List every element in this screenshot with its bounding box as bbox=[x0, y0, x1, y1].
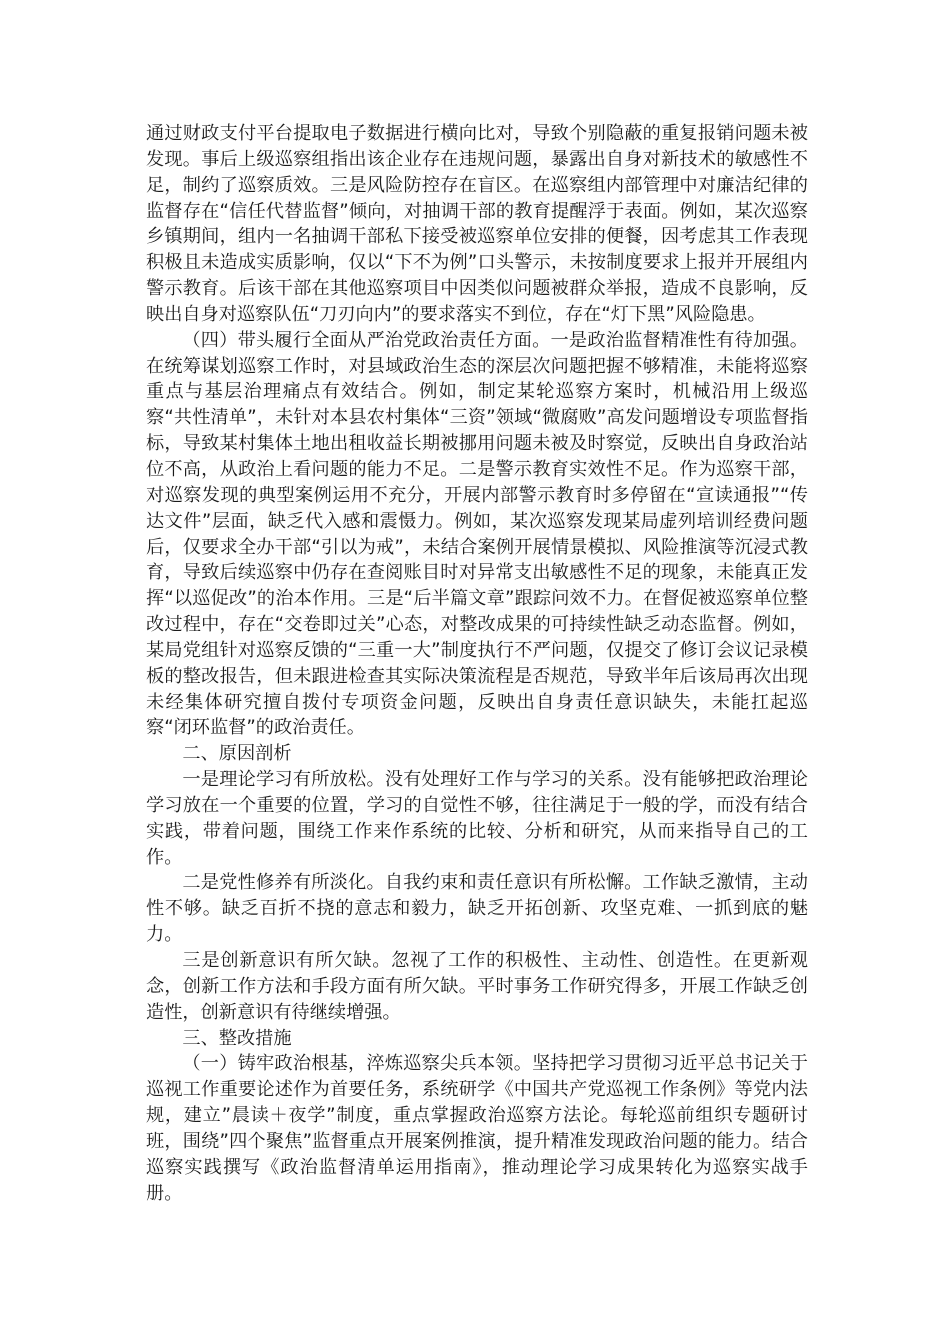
heading-rectification-measures: 三、整改措施 bbox=[182, 1027, 292, 1049]
paragraph-cause-one: 一是理论学习有所放松。没有处理好工作与学习的关系。没有能够把政治理论学习放在一个重要的位置，学习的自觉性不够，往往满足于一般的学，而没有结合实践，带着问题，围绕工作来作系统的比较、分析和研究，从而来指导自己的工作。 bbox=[146, 769, 808, 868]
paragraph-cause-three: 三是创新意识有所欠缺。忽视了工作的积极性、主动性、创造性。在更新观念，创新工作方法和手段方面有所欠缺。平时事务工作研究得多，开展工作缺乏创造性，创新意识有待继续增强。 bbox=[146, 950, 808, 1023]
paragraph-measure-one: （一）铸牢政治根基，淬炼巡察尖兵本领。坚持把学习贯彻习近平总书记关于巡视工作重要论述作为首要任务，系统研学《中国共产党巡视工作条例》等党内法规，建立”晨读＋夜学”制度，重点掌握政治巡察方法论。每轮巡前组织专题研讨班，围绕”四个聚焦”监督重点开展案例推演，提升精准发现政治问题的能力。结合巡察实践撰写《政治监督清单运用指南》，推动理论学习成果转化为巡察实战手册。 bbox=[146, 1053, 808, 1204]
paragraph-cause-two: 二是党性修养有所淡化。自我约束和责任意识有所松懈。工作缺乏激情，主动性不够。缺乏百折不挠的意志和毅力，缺乏开拓创新、攻坚克难、一抓到底的魅力。 bbox=[146, 872, 808, 946]
document-page bbox=[146, 121, 808, 1206]
heading-cause-analysis: 二、原因剖析 bbox=[182, 743, 292, 765]
paragraph-continuation: 通过财政支付平台提取电子数据进行横向比对，导致个别隐蔽的重复报销问题未被发现。事后上级巡察组指出该企业存在违规问题，暴露出自身对新技术的敏感性不足，制约了巡察质效。三是风险防控存在盲区。在巡察组内部管理中对廉洁纪律的监督存在“信任代替监督”倾向，对抽调干部的教育提醒浮于表面。例如，某次巡察乡镇期间，组内一名抽调干部私下接受被巡察单位安排的便餐，因考虑其工作表现积极且未造成实质影响，仅以“下不为例”口头警示，未按制度要求上报并开展组内警示教育。后该干部在其他巡察项目中因类似问题被群众举报，造成不良影响，反映出自身对巡察队伍“刀刃向内”的要求落实不到位，存在“灯下黑”风险隐患。 bbox=[146, 123, 808, 325]
paragraph-section-four: （四）带头履行全面从严治党政治责任方面。一是政治监督精准性有待加强。在统筹谋划巡察工作时，对县域政治生态的深层次问题把握不够精准，未能将巡察重点与基层治理痛点有效结合。例如，制定某轮巡察方案时，机械沿用上级巡察“共性清单”，未针对本县农村集体“三资”领域“微腐败”高发问题增设专项监督指标，导致某村集体土地出租收益长期被挪用问题未被及时察觉，反映出自身政治站位不高，从政治上看问题的能力不足。二是警示教育实效性不足。作为巡察干部，对巡察发现的典型案例运用不充分，开展内部警示教育时多停留在“宣读通报”“传达文件”层面，缺乏代入感和震慑力。例如，某次巡察发现某局虚列培训经费问题后，仅要求全办干部“引以为戒”，未结合案例开展情景模拟、风险推演等沉浸式教育，导致后续巡察中仍存在查阅账目时对异常支出敏感性不足的现象，未能真正发挥“以巡促改”的治本作用。三是“后半篇文章”跟踪问效不力。在督促被巡察单位整改过程中，存在“交卷即过关”心态，对整改成果的可持续性缺乏动态监督。例如，某局党组针对巡察反馈的“三重一大”制度执行不严问题，仅提交了修订会议记录模板的整改报告，但未跟进检查其实际决策流程是否规范，导致半年后该局再次出现未经集体研究擅自拨付专项资金问题，反映出自身责任意识缺失，未能扛起巡察“闭环监督”的政治责任。 bbox=[146, 329, 808, 739]
